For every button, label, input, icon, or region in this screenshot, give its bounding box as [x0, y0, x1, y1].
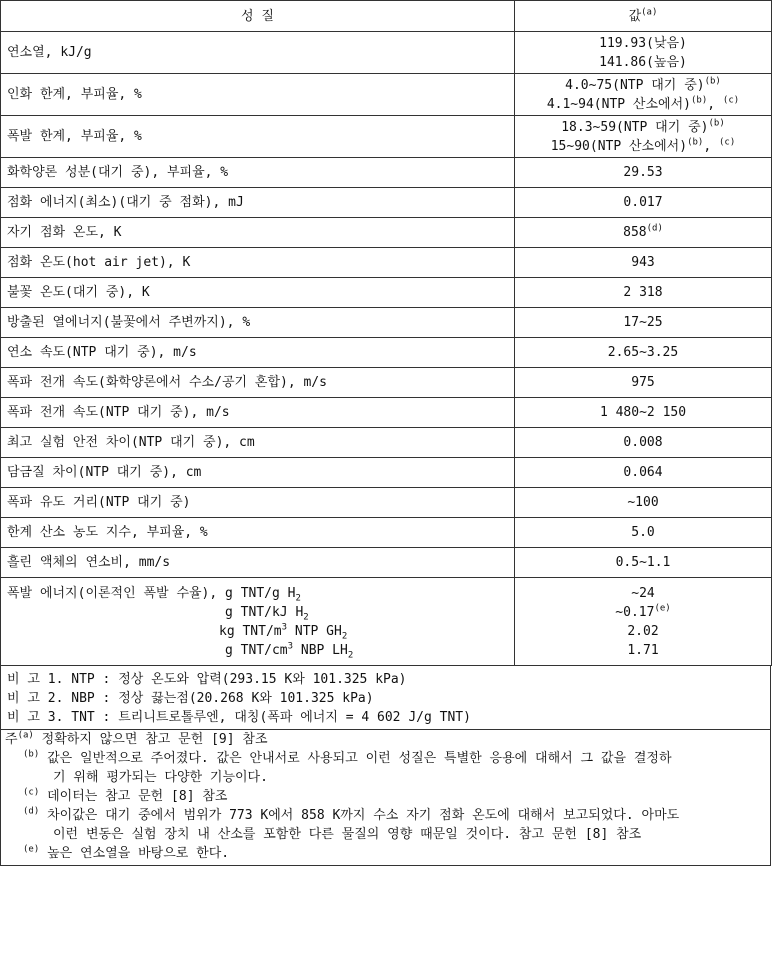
explosion-property: 폭발 에너지(이론적인 폭발 수율), g TNT/g $H_2$ g TNT/kJ $H_2$ kg TNT/$m^3$ NTP $GH_2$ g TNT/$cm^3$ NBP $LH_2$: [1, 578, 515, 666]
table-row: [1, 518, 772, 548]
remark-tnt: 비 고 3. TNT : 트리니트로톨루엔, 대칭(폭파 에너지 = 4 602 J/g TNT): [7, 710, 471, 725]
row-value: 858$^{(d)}$: [515, 218, 772, 248]
table-row: [1, 368, 772, 398]
footnote-d-cont: 이런 변동은 실험 장치 내 산소를 포함한 다른 물질의 영향 때문일 것이다. 참고 문헌 [8] 참조: [53, 827, 642, 842]
row-property: 연소 속도(NTP 대기 중), m/s: [1, 338, 515, 368]
row-property: 최고 실험 안전 차이(NTP 대기 중), cm: [1, 428, 515, 458]
table-row: [1, 398, 772, 428]
row-property: 방출된 열에너지(불꽃에서 주변까지), %: [1, 308, 515, 338]
table-row: [1, 308, 772, 338]
row-property: 한계 산소 농도 지수, 부피율, %: [1, 518, 515, 548]
row-value: 1 480~2 150: [515, 398, 772, 428]
table-row: [1, 248, 772, 278]
row-value: 17~25: [515, 308, 772, 338]
row-value: ~100: [515, 488, 772, 518]
footnote-e: $^{(e)}$ 높은 연소열을 바탕으로 한다.: [23, 844, 230, 861]
row-value: 29.53: [515, 158, 772, 188]
row-property: 점화 에너지(최소)(대기 중 점화), mJ: [1, 188, 515, 218]
row-property: 폭파 전개 속도(화학양론에서 수소/공기 혼합), m/s: [1, 368, 515, 398]
table-row: [1, 428, 772, 458]
explosion-values: ~24 ~0.17$^{(e)}$ 2.02 1.71: [515, 578, 772, 666]
remark-ntp: 비 고 1. NTP : 정상 온도와 압력(293.15 K와 101.325 kPa): [7, 672, 407, 687]
header-value: 값$^{(a)}$: [515, 1, 772, 32]
explosion-energy-row: [1, 578, 772, 666]
row-property: 연소열, kJ/g: [1, 32, 515, 74]
row-property: 화학양론 성분(대기 중), 부피율, %: [1, 158, 515, 188]
header-property: 성 질: [1, 1, 515, 32]
row-property: 불꽃 온도(대기 중), K: [1, 278, 515, 308]
table-row: [1, 32, 772, 74]
row-value: 943: [515, 248, 772, 278]
table-row: [1, 278, 772, 308]
row-value: 975: [515, 368, 772, 398]
row-value: 5.0: [515, 518, 772, 548]
row-value: 119.93(낮음) 141.86(높음): [515, 32, 772, 74]
table-row: [1, 458, 772, 488]
row-property: 폭파 전개 속도(NTP 대기 중), m/s: [1, 398, 515, 428]
table-row: [1, 188, 772, 218]
row-property: 점화 온도(hot air jet), K: [1, 248, 515, 278]
row-property: 폭발 한계, 부피율, %: [1, 116, 515, 158]
footnote-d: $^{(d)}$ 차이값은 대기 중에서 범위가 773 K에서 858 K까지 수소 자기 점화 온도에 대해서 보고되었다. 아마도: [23, 806, 680, 823]
table-row: [1, 548, 772, 578]
row-value: 0.008: [515, 428, 772, 458]
row-property: 담금질 차이(NTP 대기 중), cm: [1, 458, 515, 488]
row-value: 4.0~75(NTP 대기 중)$^{(b)}$ 4.1~94(NTP 산소에서)$^{(b)}$, $^{(c)}$: [515, 74, 772, 116]
row-value: 0.017: [515, 188, 772, 218]
table-row: [1, 74, 772, 116]
table-header-row: [1, 1, 772, 32]
row-property: 자기 점화 온도, K: [1, 218, 515, 248]
footnote-b-cont: 기 위해 평가되는 다양한 기능이다.: [53, 770, 268, 785]
table-row: [1, 488, 772, 518]
row-property: 흘린 액체의 연소비, mm/s: [1, 548, 515, 578]
row-value: 18.3~59(NTP 대기 중)$^{(b)}$ 15~90(NTP 산소에서)$^{(b)}$, $^{(c)}$: [515, 116, 772, 158]
row-value: 2.65~3.25: [515, 338, 772, 368]
table-row: [1, 218, 772, 248]
table-row: [1, 116, 772, 158]
row-property: 폭파 유도 거리(NTP 대기 중): [1, 488, 515, 518]
footnote-c: $^{(c)}$ 데이터는 참고 문헌 [8] 참조: [23, 787, 228, 804]
footnote-a: 주$^{(a)}$ 정확하지 않으면 참고 문헌 [9] 참조: [5, 730, 268, 747]
table-row: [1, 338, 772, 368]
remarks-box: [0, 666, 771, 730]
remark-nbp: 비 고 2. NBP : 정상 끓는점(20.268 K와 101.325 kPa): [7, 691, 374, 706]
row-value: 0.5~1.1: [515, 548, 772, 578]
table-row: [1, 158, 772, 188]
row-property: 인화 한계, 부피율, %: [1, 74, 515, 116]
row-value: 2 318: [515, 278, 772, 308]
footnote-b: $^{(b)}$ 값은 일반적으로 주어졌다. 값은 안내서로 사용되고 이런 성질은 특별한 응용에 대해서 그 값을 결정하: [23, 749, 672, 766]
footnotes-box: [0, 729, 771, 866]
row-value: 0.064: [515, 458, 772, 488]
